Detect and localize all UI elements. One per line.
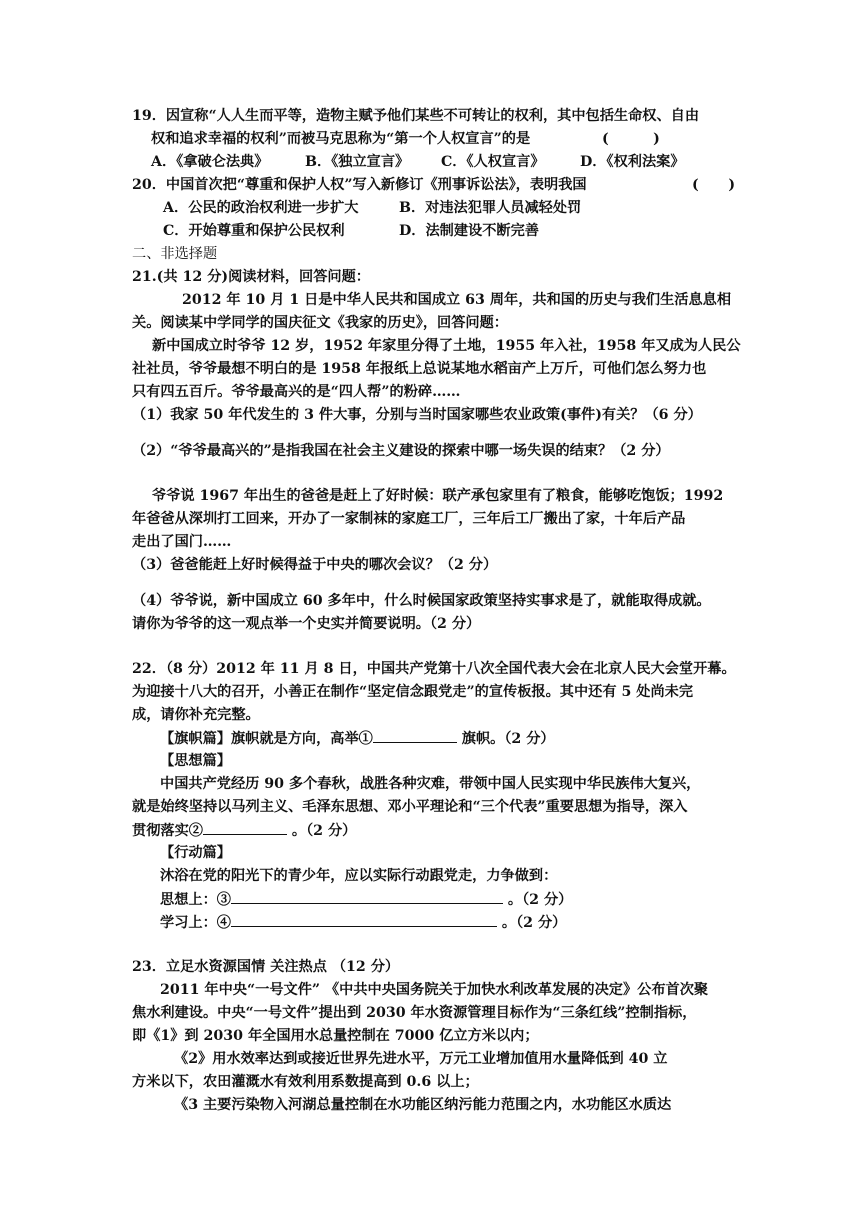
q19-options [151, 152, 685, 172]
q22-flag-text: 【旗帜篇】旗帜就是方向，高举① [160, 731, 373, 747]
q23-para-2: 焦水利建设。中央“一号文件”提出到 2030 年水资源管理目标作为“三条红线”控制指标， [132, 1005, 697, 1021]
q22-blank-2[interactable] [203, 820, 287, 835]
q23-para-3: 即《1》到 2030 年全国用水总量控制在 7000 亿立方米以内； [132, 1028, 539, 1044]
q22-thought-3-suffix: 。（2 分） [286, 823, 357, 839]
q23-para-4: 《2》用水效率达到或接近世界先进水平，万元工业增加值用水量降低到 40 立 [174, 1051, 668, 1067]
q19-answer-paren: ( ) [602, 131, 660, 147]
q22-flag-line [160, 728, 555, 749]
q19-option-d: D．《权利法案》 [580, 154, 685, 170]
q21-material-4: 爷爷说 1967 年出生的爸爸是赶上了好时候：联产承包家里有了粮食，能够吃饱饭；1992 [152, 488, 724, 504]
q22-action-3 [160, 912, 566, 933]
q22-blank-1[interactable] [373, 728, 457, 743]
q19-option-c: C．《人权宣言》 [441, 154, 545, 170]
q22-line-2: 为迎接十八大的召开，小善正在制作“坚定信念跟党走”的宣传板报。其中还有 5 处尚未完 [132, 684, 694, 700]
q20-options-ab [163, 198, 581, 218]
q21-head: 21.(共 12 分)阅读材料，回答问题： [132, 269, 370, 285]
q23-para-6: 《3 主要污染物入河湖总量控制在水功能区纳污能力范围之内，水功能区水质达 [174, 1097, 672, 1113]
q22-thought-1: 中国共产党经历 90 多个春秋，战胜各种灾难，带领中国人民实现中华民族伟大复兴， [160, 776, 701, 792]
q22-action-3-suffix: 。（2 分） [496, 915, 567, 931]
q21-material-2: 社社员，爷爷最想不明白的是 1958 年报纸上总说某地水稻亩产上万斤，可他们怎么努力也 [132, 361, 707, 377]
q21-sub-3: （3）爸爸能赶上好时候得益于中央的哪次会议？（2 分） [132, 557, 498, 573]
q22-action-2-text: 思想上：③ [160, 892, 231, 908]
q21-sub-4-line-2: 请你为爷爷的这一观点举一个史实并简要说明。（2 分） [132, 616, 481, 632]
q22-blank-3[interactable] [231, 889, 503, 904]
q21-material-6: 走出了国门…… [132, 534, 232, 550]
q21-intro-1: 2012 年 10 月 1 日是中华人民共和国成立 63 周年，共和国的历史与我们生活息息相 [182, 292, 732, 308]
q20-answer-paren: ( ) [692, 177, 736, 193]
q23-para-1: 2011 年中央“一号文件” 《中共中央国务院关于加快水利改革发展的决定》公布首次聚 [160, 982, 709, 998]
q20-option-b: B．对违法犯罪人员减轻处罚 [399, 200, 582, 216]
q22-thought-3-text: 贯彻落实② [132, 823, 203, 839]
q22-action-2-suffix: 。（2 分） [502, 892, 573, 908]
q21-material-1: 新中国成立时爷爷 12 岁，1952 年家里分得了土地，1955 年入社，1958 年又成为人民公 [152, 338, 741, 354]
q22-line-3: 成，请你补充完整。 [132, 707, 260, 723]
q22-flag-suffix: 旗帜。（2 分） [456, 731, 555, 747]
q22-thought-2: 就是始终坚持以马列主义、毛泽东思想、邓小平理论和“三个代表”重要思想为指导，深入 [132, 799, 688, 815]
q21-sub-2: （2）“爷爷最高兴的”是指我国在社会主义建设的探索中哪一场失误的结束？（2 分） [132, 443, 670, 459]
q19-option-a: A．《拿破仑法典》 [151, 154, 269, 170]
q22-action-3-text: 学习上：④ [160, 915, 231, 931]
q21-material-3: 只有四五百斤。爷爷最高兴的是“四人帮”的粉碎…… [132, 384, 461, 400]
q20-option-c: C．开始尊重和保护公民权利 [163, 223, 345, 239]
q21-sub-4-line-1: （4）爷爷说，新中国成立 60 多年中，什么时候国家政策坚持实事求是了，就能取得成就。 [132, 593, 711, 609]
q22-action-1: 沐浴在党的阳光下的青少年，应以实际行动跟党走，力争做到： [160, 868, 558, 884]
q22-action-title: 【行动篇】 [160, 845, 231, 861]
q19-line-1: 19．因宣称“人人生而平等，造物主赋予他们某些不可转让的权利，其中包括生命权、自由 [132, 108, 700, 124]
q19-option-b: B．《独立宣言》 [305, 154, 410, 170]
q20-option-a: A．公民的政治权利进一步扩大 [163, 200, 359, 216]
q19-line-2: 权和追求幸福的权利”而被马克思称为“第一个人权宣言”的是 [151, 131, 531, 147]
q22-action-2 [160, 889, 572, 910]
q20-line-1: 20．中国首次把“尊重和保护人权”写入新修订《刑事诉讼法》，表明我国 [132, 177, 587, 193]
q22-thought-title: 【思想篇】 [160, 753, 231, 769]
q21-material-5: 年爸爸从深圳打工回来，开办了一家制袜的家庭工厂，三年后工厂搬出了家，十年后产品 [132, 511, 686, 527]
q20-options-cd [163, 221, 539, 241]
q23-head: 23．立足水资源国情 关注热点 （12 分） [132, 959, 400, 975]
section-heading: 二、非选择题 [132, 246, 218, 262]
q21-sub-1: （1）我家 50 年代发生的 3 件大事，分别与当时国家哪些农业政策(事件)有关？（6 分） [132, 407, 702, 423]
q21-intro-2: 关。阅读某中学同学的国庆征文《我家的历史》，回答问题： [132, 315, 508, 331]
q20-option-d: D．法制建设不断完善 [399, 223, 539, 239]
q22-line-1: 22．（8 分）2012 年 11 月 8 日，中国共产党第十八次全国代表大会在北京人民大会堂开幕。 [132, 661, 736, 677]
q22-thought-3 [132, 820, 356, 841]
q22-blank-4[interactable] [231, 912, 497, 927]
q23-para-5: 方米以下，农田灌溉水有效利用系数提高到 0.6 以上； [132, 1074, 479, 1090]
